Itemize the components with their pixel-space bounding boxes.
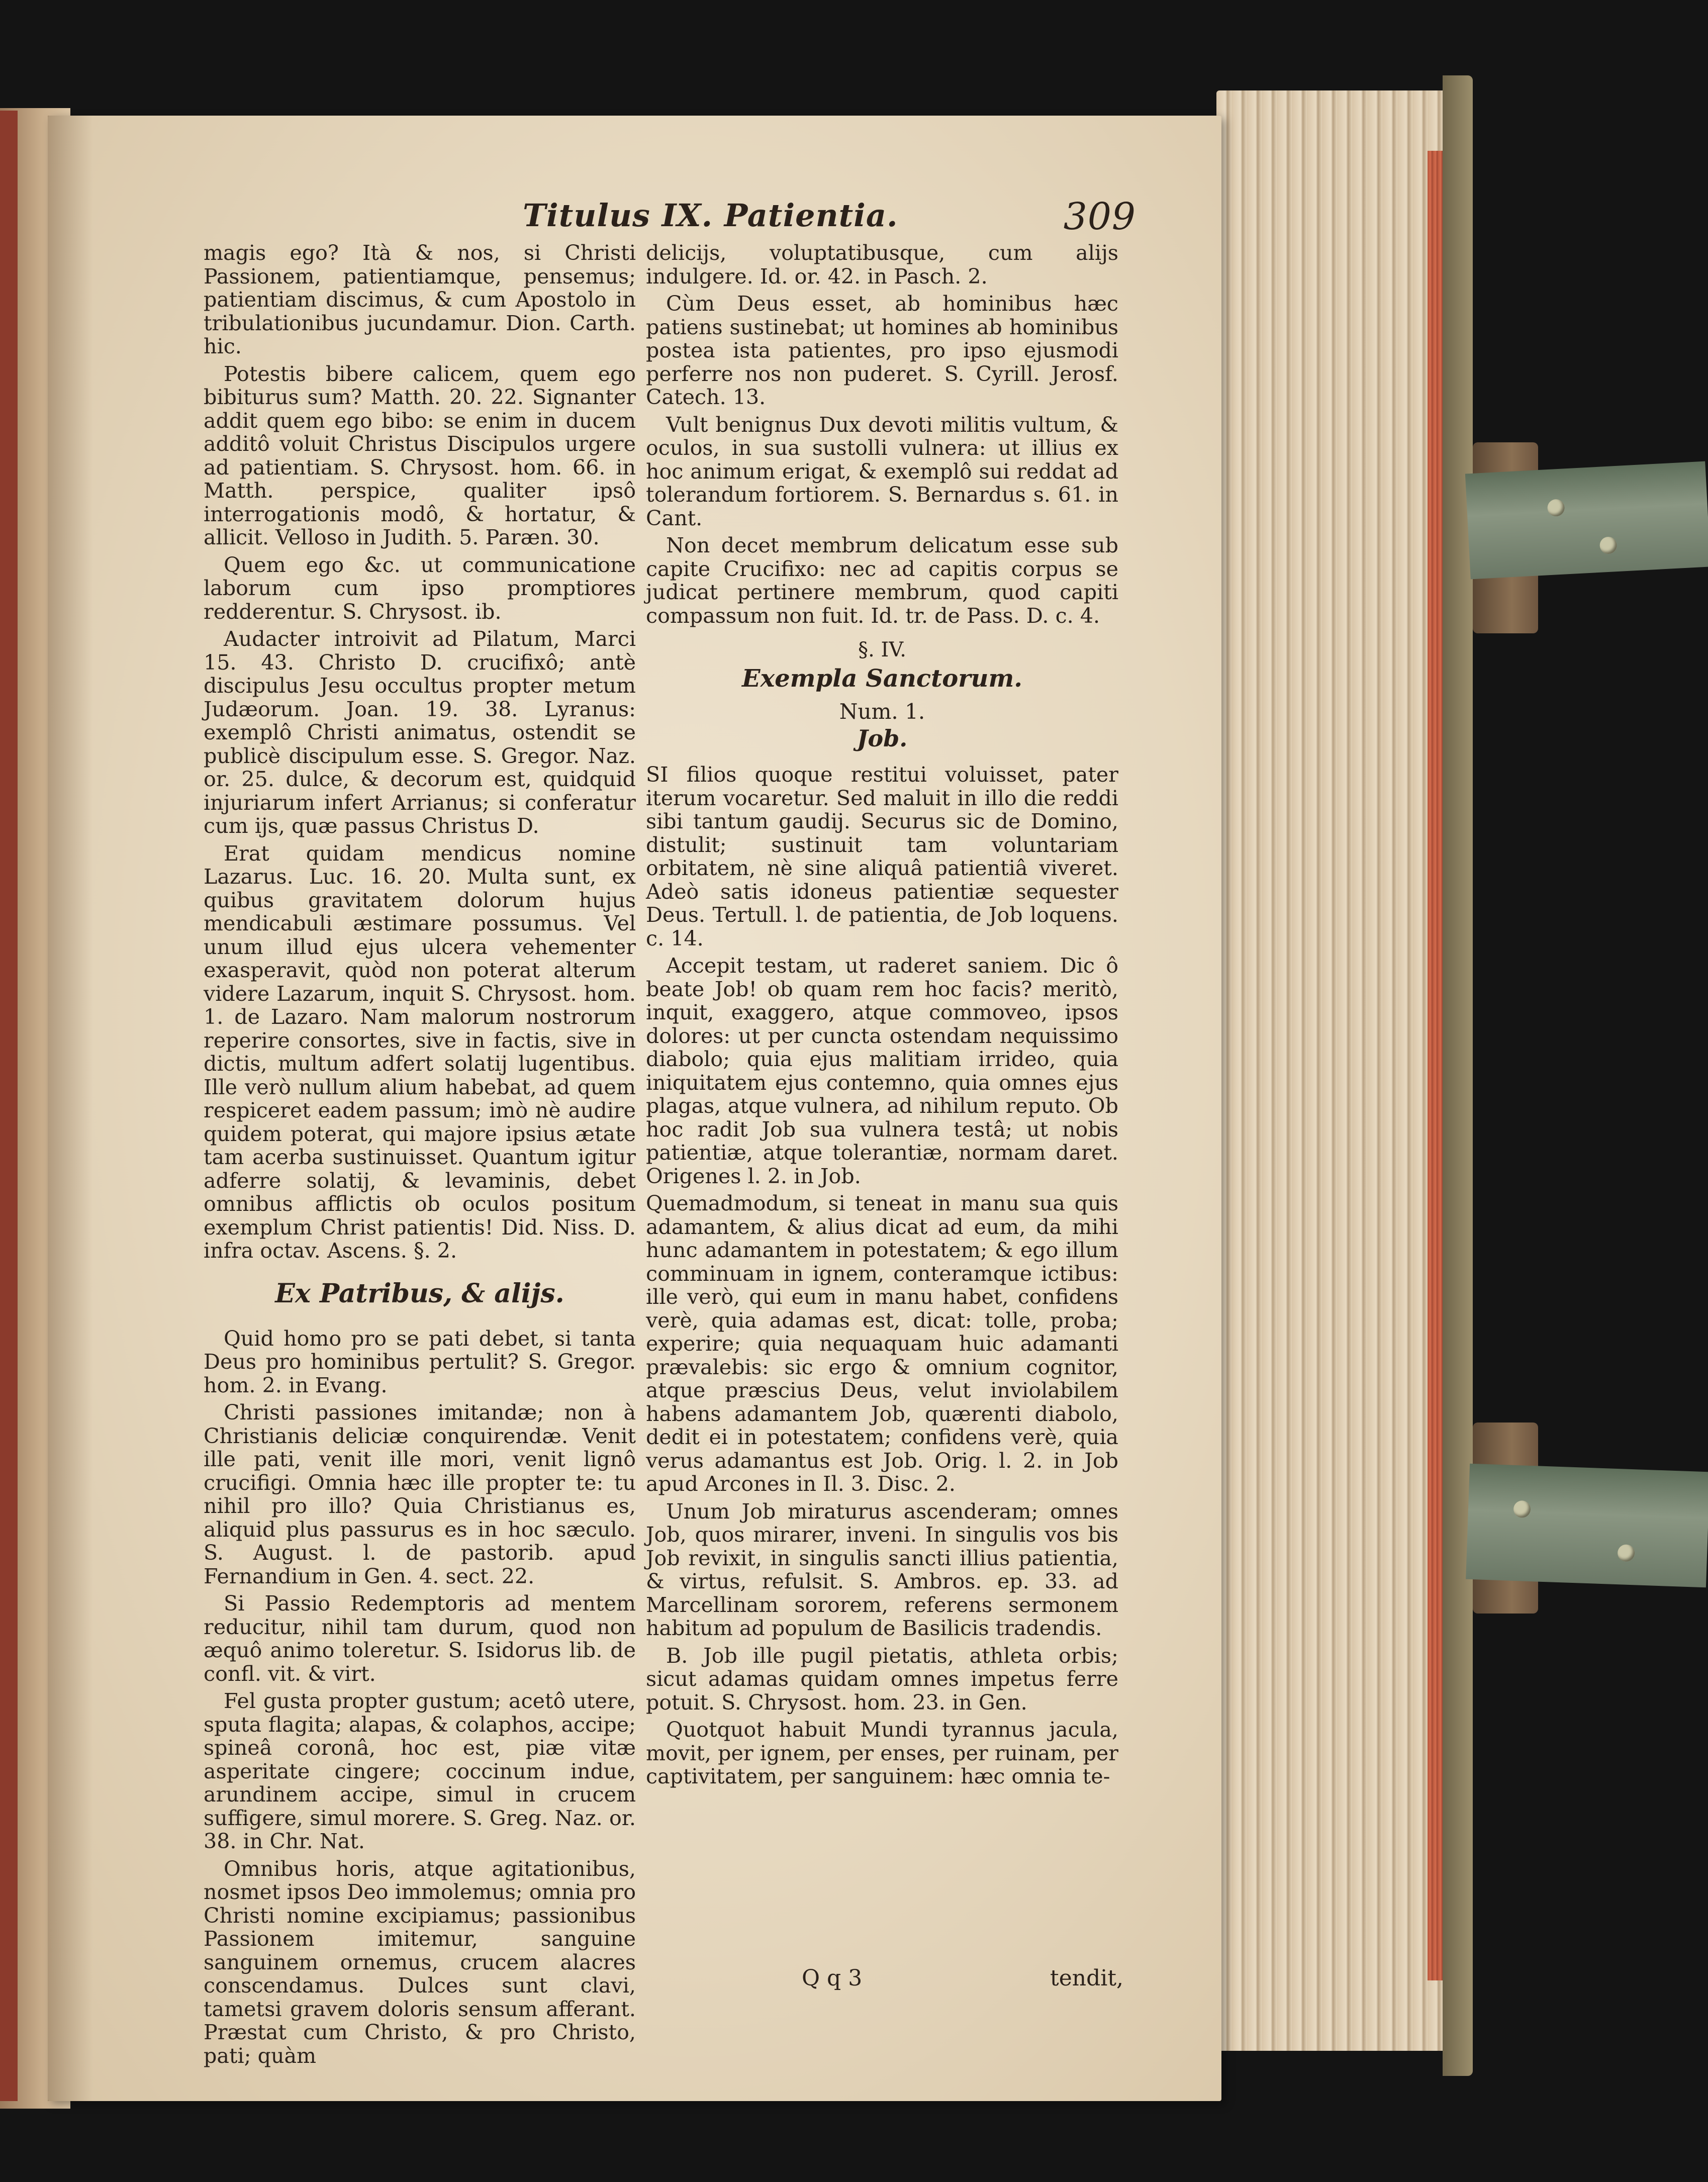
item-title: Job. xyxy=(857,724,908,752)
paragraph: Potestis bibere calicem, quem ego bibiturus sum? Matth. 20. 22. Signanter addit quem ego bibo: se enim in ducem additô voluit Christus Discipulos urgere ad patientiam. S. Chrysost. hom. 66. in Matth. perspice, qualiter ipsô interrogationis modô, & hortatur, & allicit. Velloso in Judith. 5. Paræn. 30. xyxy=(204,361,636,549)
rivet xyxy=(1547,499,1565,517)
running-head xyxy=(523,197,1151,237)
paragraph: Quem ego &c. ut communicatione laborum cum ipso promptiores redderentur. S. Chrysost. ib. xyxy=(204,552,636,624)
rivet xyxy=(1599,536,1618,554)
paragraph: Quemadmodum, si teneat in manu sua quis adamantem, & alius dicat ad eum, da mihi hunc adamantem in potestatem; & ego illum comminuam in ignem, conteramque ictibus: ille verò, qui eum in manu habet, confidens verè, quia adamas est, dicat: tolle, proba; experire; quia nequaquam huic adamanti prævalebis: sic ergo & omnium cognitor, atque præscius Deus, velut inviolabilem habens adamantem Job, quærenti diabolo, dedit ei in potestatem; confidens verè, quia verus adamantus est Job. Orig. l. 2. in Job apud Arcones in Il. 3. Disc. 2. xyxy=(646,1191,1118,1496)
paragraph: Unum Job miraturus ascenderam; omnes Job, quos mirarer, inveni. In singulis vos bis Job revixit, in singulis sancti illius patientia, & virtus, refulsit. S. Ambros. ep. 33. ad Marcellinam sororem, referens sermonem habitum ad populum de Basilicis tradendis. xyxy=(646,1499,1118,1640)
catchword: tendit, xyxy=(1050,1965,1123,1991)
page-number: 309 xyxy=(1063,195,1136,238)
book-page xyxy=(48,116,1221,2101)
paragraph: Non decet membrum delicatum esse sub capite Crucifixo: nec ad capitis corpus se judicat pertinere membrum, quod capiti compassum non fuit. Id. tr. de Pass. D. c. 4. xyxy=(646,533,1118,628)
paragraph: Fel gusta propter gustum; acetô utere, sputa flagita; alapas, & colaphos, accipe; spineâ coronâ, hoc est, piæ vitæ asperitate cingere; coccinum indue, arundinem accipe, simul in crucem suffigere, simul morere. S. Greg. Naz. or. 38. in Chr. Nat. xyxy=(204,1689,636,1853)
right-text-column xyxy=(646,241,1118,1792)
signature-mark: Q q 3 xyxy=(802,1965,863,1991)
paragraph: Erat quidam mendicus nomine Lazarus. Luc. 16. 20. Multa sunt, ex quibus gravitatem dolorum hujus mendicabuli æstimare possumus. Vel unum illud ejus ulcera vehementer exasperavit, quòd non poterat alterum videre Lazarum, inquit S. Chrysost. hom. 1. de Lazaro. Nam malorum nostrorum reperire consortes, sive in factis, sive in dictis, multum adfert solatij lugentibus. Ille verò nullum alium habebat, ad quem respiceret eadem passum; imò nè audire quidem poterat, qui majore ipsius ætate tam acerba sustinuisset. Quantum igitur adferre solatij, & levaminis, debet omnibus afflictis ob oculos positum exemplum Christ patientis! Did. Niss. D. infra octav. Ascens. §. 2. xyxy=(204,841,636,1263)
paragraph: delicijs, voluptatibusque, cum alijs indulgere. Id. or. 42. in Pasch. 2. xyxy=(646,241,1118,289)
rivet xyxy=(1513,1500,1531,1518)
paragraph: Christi passiones imitandæ; non à Christianis deliciæ conquirendæ. Venit ille pati, venit ille mori, venit lignô crucifigi. Omnia hæc ille propter te: tu nihil pro illo? Quia Christianus es, aliquid plus passurus es in hoc sæculo. S. August. l. de pastorib. apud Fernandium in Gen. 4. sect. 22. xyxy=(204,1400,636,1588)
section-number: §. IV. xyxy=(858,638,906,661)
section-title: Exempla Sanctorum. xyxy=(742,664,1022,693)
clasp-strap-upper xyxy=(1465,461,1708,580)
running-title: Titulus IX. Patientia. xyxy=(523,197,898,234)
paragraph: magis ego? Ità & nos, si Christi Passionem, patientiamque, pensemus; patientiam discimus, & cum Apostolo in tribulationibus jucundamur. Dion. Carth. hic. xyxy=(204,241,636,358)
rivet xyxy=(1618,1544,1635,1562)
paragraph: Si Passio Redemptoris ad mentem reducitur, nihil tam durum, quod non æquô animo toleretur. S. Isidorus lib. de confl. vit. & virt. xyxy=(204,1591,636,1686)
paragraph: Quid homo pro se pati debet, si tanta Deus pro hominibus pertulit? S. Gregor. hom. 2. in Evang. xyxy=(204,1326,636,1397)
paragraph: Cùm Deus esset, ab hominibus hæc patiens sustinebat; ut homines ab hominibus postea ista patientes, pro ipso ejusmodi perferre nos non puderet. S. Cyrill. Jerosf. Catech. 13. xyxy=(646,292,1118,409)
paragraph: Vult benignus Dux devoti militis vultum, & oculos, in sua sustolli vulnera: ut illius ex hoc animum erigat, & exemplô sui reddat ad tolerandum fortiorem. S. Bernardus s. 61. in Cant. xyxy=(646,412,1118,530)
item-number: Num. 1. xyxy=(839,699,925,724)
paragraph: Audacter introivit ad Pilatum, Marci 15. 43. Christo D. crucifixô; antè discipulus Jesu occultus propter metum Judæorum. Joan. 19. 38. Lyranus: exemplô Christi animatus, ostendit se publicè discipulum esse. S. Gregor. Naz. or. 25. dulce, & decorum est, quidquid injuriarum infert Arrianus; si conferatur cum ijs, quæ passus Christus D. xyxy=(204,627,636,838)
paragraph: Omnibus horis, atque agitationibus, nosmet ipsos Deo immolemus; omnia pro Christi nomine excipiamus; passionibus Passionem imitemur, sanguine sanguinem ornemus, crucem alacres conscendamus. Dulces sunt clavi, tametsi gravem doloris sensum afferant. Præstat cum Christo, & pro Christo, pati; quàm xyxy=(204,1856,636,2068)
paragraph: Accepit testam, ut raderet saniem. Dic ô beate Job! ob quam rem hoc facis? meritò, inquit, exaggero, atque commoveo, ipsos dolores: ut per cuncta ostendam nequissimo diabolo; quia ejus malitiam irrideo, quia iniquitatem ejus contemno, quia omnes ejus plagas, atque vulnera, ad nihilum reputo. Ob hoc radit Job sua vulnera testâ; ut nobis patientiæ, atque tolerantiæ, normam daret. Origenes l. 2. in Job. xyxy=(646,954,1118,1188)
paragraph: SI filios quoque restitui voluisset, pater iterum vocaretur. Sed maluit in illo die reddi sibi tantum gaudij. Securus sic de Domino, distulit; sustinuit tam voluntariam orbitatem, nè sine aliquâ patientiâ viveret. Adeò satis idoneus patientiæ sequester Deus. Tertull. l. de patientia, de Job loquens. c. 14. xyxy=(646,763,1118,951)
left-cover-edge xyxy=(0,111,18,2101)
paragraph: Quotquot habuit Mundi tyrannus jacula, movit, per ignem, per enses, per ruinam, per captivitatem, per sanguinem: hæc omnia te- xyxy=(646,1718,1118,1788)
back-cover-edge xyxy=(1443,75,1473,2076)
clasp-strap-lower xyxy=(1466,1464,1708,1588)
section-heading: Ex Patribus, & alijs. xyxy=(275,1278,564,1309)
paragraph: B. Job ille pugil pietatis, athleta orbis; sicut adamas quidam omnes impetus ferre potuit. S. Chrysost. hom. 23. in Gen. xyxy=(646,1643,1118,1715)
left-text-column xyxy=(204,241,636,2071)
